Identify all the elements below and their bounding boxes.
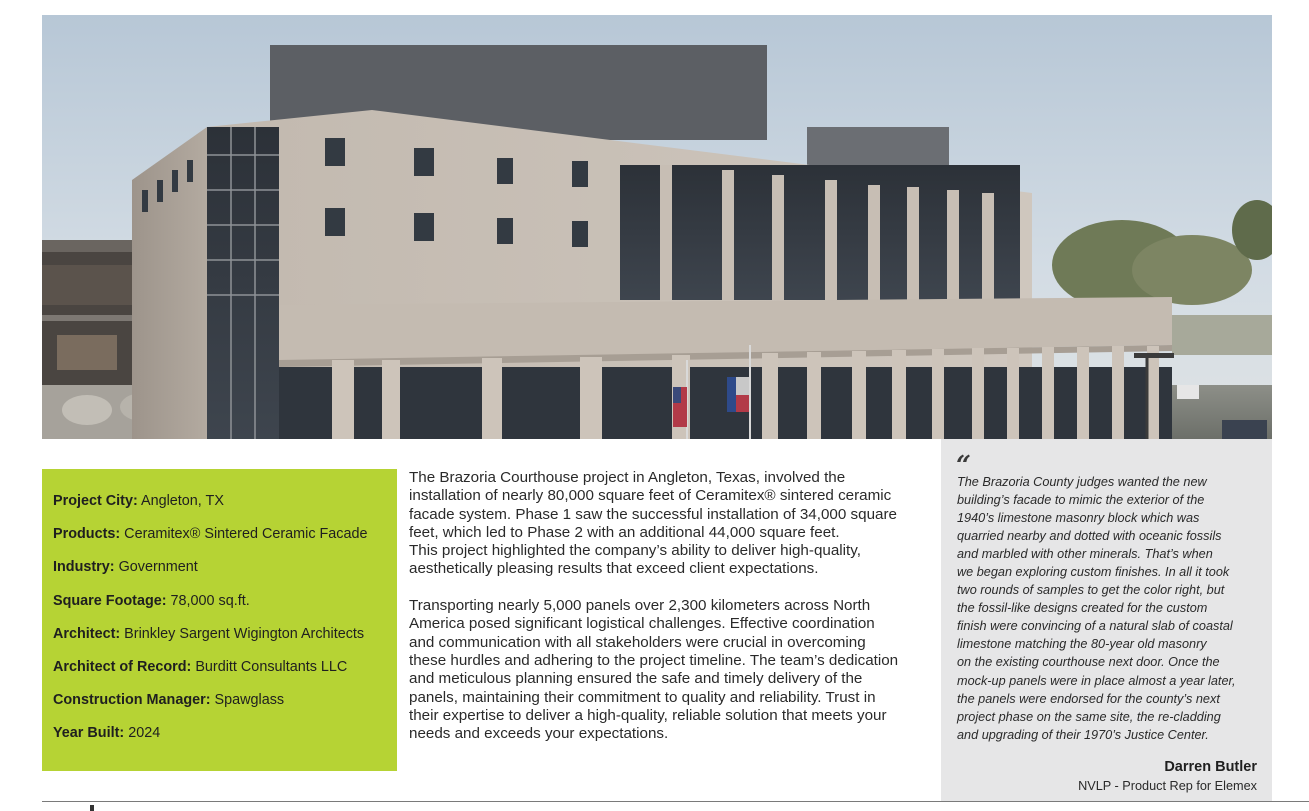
text-line: and communication with all stakeholders were crucial in overcoming — [409, 633, 866, 651]
detail-value: 2024 — [128, 725, 161, 742]
detail-row — [53, 626, 397, 642]
text-line: panels, maintaining their commitment to quality and reliability. Trust in — [409, 688, 876, 706]
detail-value: Brinkley Sargent Wigington Architects — [124, 625, 365, 642]
ground-floor-glazing — [279, 367, 1172, 439]
description-paragraph-2 — [409, 597, 934, 743]
project-description — [409, 469, 934, 743]
detail-value: Government — [118, 559, 198, 576]
footer-mark — [90, 805, 94, 811]
detail-value: Spawglass — [214, 692, 285, 709]
detail-row — [53, 493, 397, 509]
van — [1177, 385, 1199, 399]
text-line: finish were convincing of a natural slab of coastal — [957, 619, 1233, 634]
detail-label: Architect of Record: — [53, 658, 192, 675]
detail-value: Ceramitex® Sintered Ceramic Facade — [124, 526, 368, 543]
testimonial-panel — [941, 439, 1272, 801]
detail-row — [53, 725, 397, 741]
text-line: two rounds of samples to get the color right, but — [957, 583, 1225, 598]
text-line: installation of nearly 80,000 square feet of Ceramitex® sintered ceramic — [409, 487, 892, 505]
text-line: 1940’s limestone masonry block which was — [957, 511, 1200, 526]
detail-row — [53, 593, 397, 609]
car — [1222, 420, 1267, 439]
footer-divider — [42, 801, 1309, 802]
text-line: The Brazoria County judges wanted the new — [957, 475, 1207, 489]
text-line: on the existing courthouse next door. Once the — [957, 655, 1220, 670]
text-line: these hurdles and adhering to the project timeline. The team’s dedication — [409, 651, 899, 669]
detail-value: 78,000 sq.ft. — [170, 592, 250, 609]
testimonial-author-role: NVLP - Product Rep for Elemex — [1078, 779, 1257, 793]
text-line: quarried nearby and dotted with oceanic fossils — [957, 529, 1222, 544]
text-line: their expertise to deliver a high-quality, reliable solution that meets your — [409, 706, 887, 724]
detail-value: Burditt Consultants LLC — [195, 658, 348, 675]
detail-row — [53, 692, 397, 708]
text-line: we began exploring custom finishes. In all it took — [957, 565, 1230, 580]
text-line: The Brazoria Courthouse project in Angleton, Texas, involved the — [409, 469, 846, 486]
project-details-panel — [42, 469, 397, 771]
text-line: Transporting nearly 5,000 panels over 2,300 kilometers across North — [409, 597, 871, 615]
text-line: the panels were endorsed for the county’s next — [957, 691, 1220, 706]
hero-photo — [42, 15, 1272, 439]
detail-row — [53, 559, 397, 575]
text-line: needs and exceeds your expectations. — [409, 725, 669, 743]
detail-label: Square Footage: — [53, 592, 167, 609]
detail-label: Architect: — [53, 625, 121, 642]
text-line: building’s facade to mimic the exterior of the — [957, 493, 1205, 508]
quote-mark-icon: “ — [956, 451, 971, 481]
detail-value: Angleton, TX — [140, 493, 224, 509]
detail-label: Project City: — [53, 493, 138, 509]
text-line: limestone matching the 80-year old masonry — [957, 637, 1207, 652]
text-line: America posed significant logistical challenges. Effective coordination — [409, 615, 875, 633]
detail-label: Year Built: — [53, 725, 125, 742]
detail-label: Industry: — [53, 559, 115, 576]
text-line: and meticulous planning ensured the safe and timely delivery of the — [409, 670, 863, 688]
text-line: and upgrading of their 1970’s Justice Center. — [957, 727, 1209, 742]
text-line: aesthetically pleasing results that exceed client expectations. — [409, 560, 819, 578]
text-line: the fossil-like designs created for the custom — [957, 601, 1208, 616]
detail-row — [53, 659, 397, 675]
testimonial-author: Darren Butler — [1164, 759, 1257, 775]
text-line: This project highlighted the company’s ability to deliver high-quality, — [409, 542, 861, 560]
courthouse-illustration — [42, 15, 1272, 439]
detail-label: Construction Manager: — [53, 692, 211, 709]
text-line: project phase on the same site, the re-cladding — [957, 709, 1221, 724]
description-paragraph-1 — [409, 469, 934, 579]
text-line: facade system. Phase 1 saw the successful installation of 34,000 square — [409, 505, 897, 523]
central-glazing — [620, 165, 1020, 300]
detail-row — [53, 526, 397, 542]
text-line: feet, which led to Phase 2 with an additional 44,000 square feet. — [409, 523, 840, 541]
facade-side — [132, 127, 207, 439]
text-line: mock-up panels were in place almost a year later, — [957, 673, 1236, 688]
detail-label: Products: — [53, 526, 121, 543]
glass-curtain-wall — [207, 127, 279, 439]
testimonial-text — [957, 473, 1269, 744]
text-line: and marbled with other minerals. That’s when — [957, 547, 1213, 562]
